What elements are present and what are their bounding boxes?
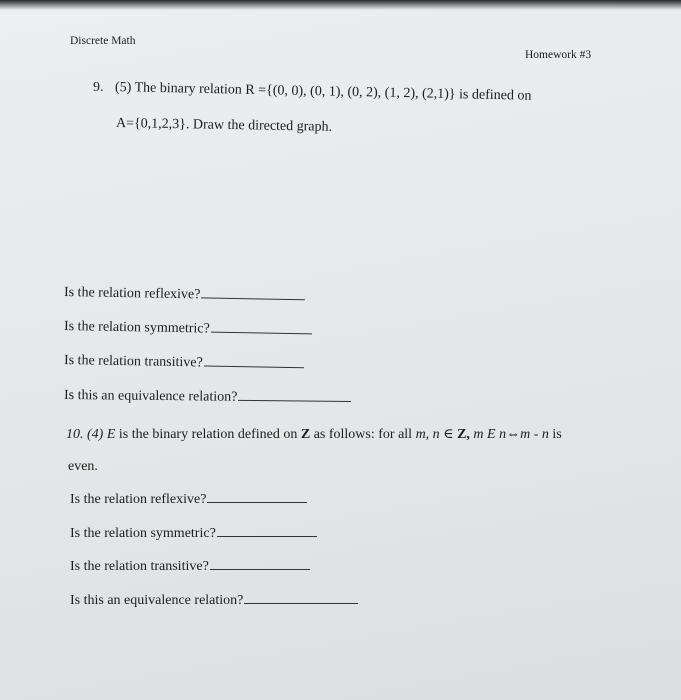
homework-label: Homework #3 (525, 49, 592, 61)
q10-symmetric-answer-line[interactable] (217, 535, 317, 537)
q10-set-z: Z (300, 427, 311, 442)
q10-expression: m - n (520, 427, 549, 442)
q10-iff-symbol: ⇔ (506, 427, 521, 442)
page-edge-shadow (0, 0, 681, 10)
q9-equivalence-answer-line[interactable] (238, 399, 351, 402)
q10-reflexive-answer-line[interactable] (207, 501, 307, 503)
q9-reflexive-label: Is the relation reflexive? (63, 285, 201, 303)
q10-symmetric-label: Is the relation symmetric? (70, 526, 216, 541)
q9-symmetric-label: Is the relation symmetric? (63, 319, 210, 337)
q10-text-a: is the binary relation defined on (118, 427, 298, 442)
q10-transitive-label: Is the relation transitive? (70, 559, 209, 574)
q9-equivalence-label: Is this an equivalence relation? (63, 388, 238, 405)
q10-text-c: is (552, 427, 562, 442)
q10-equivalence-label: Is this an equivalence relation? (70, 593, 244, 608)
q9-equivalence-item (64, 388, 352, 407)
q9-transitive-label: Is the relation transitive? (63, 353, 203, 371)
course-title: Discrete Math (70, 35, 136, 47)
q10-line1 (66, 426, 562, 443)
q10-line2: even. (68, 459, 98, 474)
q10-element-of: ∈ (443, 427, 454, 442)
q10-vars: m, n (415, 427, 440, 442)
q10-equivalence-item (70, 593, 358, 609)
q10-symmetric-item (70, 526, 317, 542)
q10-number: 10. (66, 427, 84, 442)
q10-set-z2: Z, (457, 427, 470, 442)
q9-symmetric-item (64, 319, 312, 339)
q10-text-b: as follows: for all (313, 427, 413, 442)
q10-equivalence-answer-line[interactable] (244, 602, 358, 604)
q10-points: (4) (87, 427, 104, 442)
q10-reflexive-item (70, 492, 307, 508)
q9-reflexive-item (64, 285, 306, 305)
q9-line2: A={0,1,2,3}. Draw the directed graph. (115, 116, 333, 135)
q9-transitive-item (64, 353, 304, 373)
q9-transitive-answer-line[interactable] (204, 364, 304, 368)
q10-transitive-answer-line[interactable] (210, 568, 310, 570)
q9-line1: (5) The binary relation R ={(0, 0), (0, 1), (0, 2), (1, 2), (2,1)} is defined on (114, 80, 532, 104)
q10-transitive-item (70, 559, 310, 575)
q9-symmetric-answer-line[interactable] (211, 331, 312, 335)
q10-relation-symbol: E (106, 427, 116, 442)
q9-number: 9. (93, 80, 104, 95)
q10-reflexive-label: Is the relation reflexive? (70, 492, 207, 507)
q9-reflexive-answer-line[interactable] (201, 296, 305, 300)
q10-condition: m E n (473, 427, 507, 442)
